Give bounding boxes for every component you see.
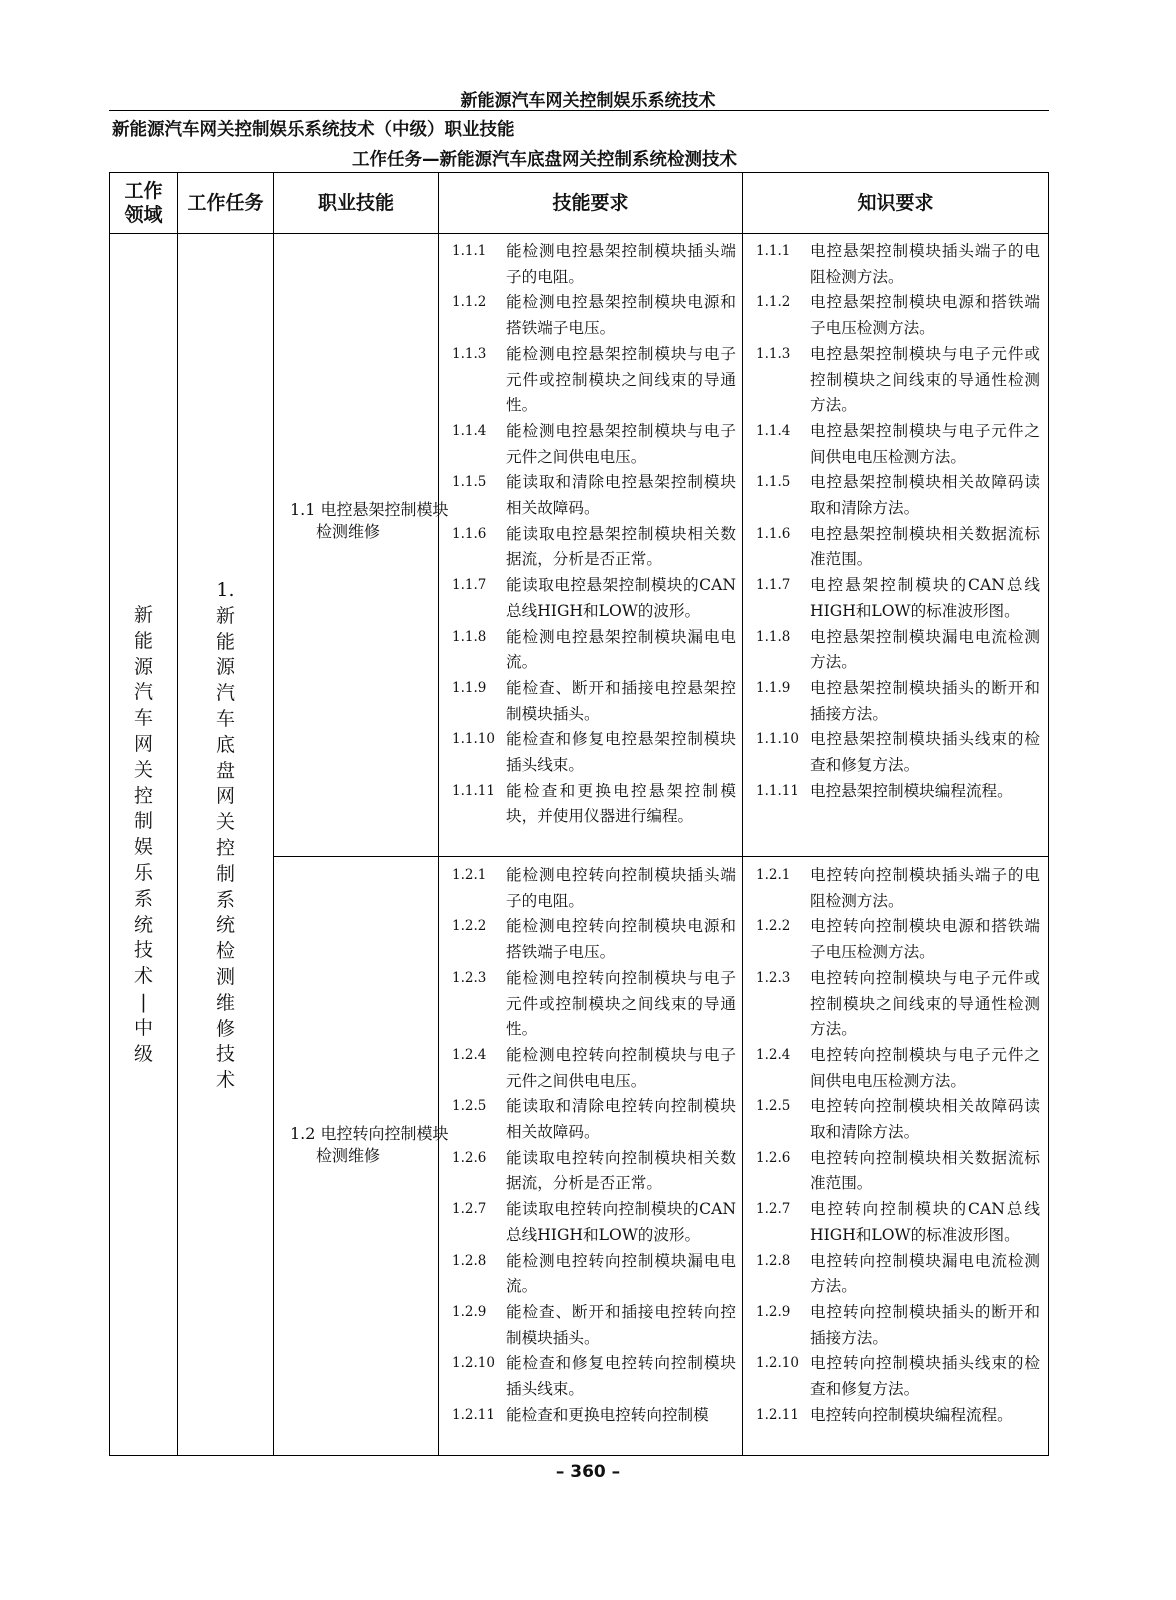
knowledge-requirement-number: 1.2.9 [756,1303,791,1320]
vertical-char: 技 [215,1043,235,1066]
vertical-char: 新 [215,604,235,627]
header-rule [109,110,1049,111]
vertical-char: 乐 [133,861,153,884]
vertical-char: 关 [133,758,153,781]
knowledge-requirement-item [756,1300,1040,1351]
knowledge-requirement-text: 电控悬架控制模块与电子元件或控制模块之间线束的导通性检测方法。 [810,344,1040,415]
skill-requirement-number: 1.1.11 [452,782,495,799]
vertical-char: 娱 [133,836,153,859]
knowledge-requirement-text: 电控悬架控制模块相关故障码读取和清除方法。 [810,473,1040,518]
knowledge-requirement-item [756,1146,1040,1197]
knowledge-requirements-list-1-2 [756,863,1040,1428]
knowledge-requirement-number: 1.2.7 [756,1201,791,1218]
header-row-divider [110,233,1048,234]
knowledge-requirement-text: 电控转向控制模块漏电电流检测方法。 [810,1251,1040,1296]
header-skill-requirements: 技能要求 [552,192,629,214]
vertical-char: 系 [133,887,153,910]
skill-requirement-item [452,863,736,914]
knowledge-requirement-number: 1.1.6 [756,525,791,542]
skill-requirement-item [452,676,736,727]
skill-requirement-item [452,1300,736,1351]
vertical-char: 控 [133,784,153,807]
skill-requirement-text: 能检测电控悬架控制模块漏电电流。 [506,627,736,672]
skill-requirement-item [452,470,736,521]
knowledge-requirement-number: 1.2.11 [756,1406,799,1423]
skill-requirement-number: 1.2.3 [452,969,487,986]
skill-requirement-item [452,419,736,470]
skill-requirement-text: 能检查和修复电控转向控制模块插头线束。 [506,1354,736,1399]
skill-requirement-text: 能读取电控悬架控制模块的CAN总线HIGH和LOW的波形。 [506,576,736,620]
knowledge-requirement-item [756,966,1040,1043]
vertical-char: 制 [133,810,153,833]
vertical-char: 控 [215,836,235,859]
knowledge-requirement-item [756,727,1040,778]
knowledge-requirement-number: 1.1.11 [756,782,799,799]
group-row-divider [273,856,1048,857]
skill-requirement-text: 能检测电控转向控制模块插头端子的电阻。 [506,866,736,910]
skill-requirement-number: 1.2.5 [452,1098,487,1115]
competency-table [109,172,1049,1456]
knowledge-requirement-number: 1.1.2 [756,294,791,311]
skill-requirement-number: 1.1.4 [452,422,487,439]
skill-requirement-item [452,342,736,419]
page-number: – 360 – [555,1462,621,1482]
skill-requirement-text: 能读取和清除电控转向控制模块相关故障码。 [506,1097,736,1142]
vertical-char: 级 [133,1042,153,1065]
work-task-cell [178,578,273,1094]
vertical-char: 源 [215,656,235,679]
skill-requirement-number: 1.2.2 [452,918,487,935]
skill-requirement-item [452,625,736,676]
skill-requirement-item [452,914,736,965]
skill-requirement-item [452,239,736,290]
skill-requirement-number: 1.2.6 [452,1149,487,1166]
vertical-char: 维 [215,991,235,1014]
knowledge-requirement-item [756,676,1040,727]
knowledge-requirement-item [756,470,1040,521]
skill-requirement-text: 能检测电控转向控制模块与电子元件之间供电电压。 [506,1045,736,1090]
knowledge-requirement-text: 电控转向控制模块插头的断开和插接方法。 [810,1302,1040,1347]
knowledge-requirement-number: 1.2.6 [756,1149,791,1166]
skill-cell-1-2: 1.2 电控转向控制模块检测维修 [290,1124,449,1165]
knowledge-requirement-number: 1.2.3 [756,969,791,986]
knowledge-requirement-item [756,863,1040,914]
skill-requirement-number: 1.1.9 [452,679,487,696]
knowledge-requirement-text: 电控悬架控制模块的CAN总线HIGH和LOW的标准波形图。 [810,576,1040,620]
skill-requirement-number: 1.1.1 [452,243,487,259]
knowledge-requirement-number: 1.1.3 [756,345,791,362]
knowledge-requirement-number: 1.1.4 [756,422,791,439]
vertical-char: 关 [215,811,235,834]
skill-requirement-item [452,1146,736,1197]
knowledge-requirement-text: 电控转向控制模块的CAN总线HIGH和LOW的标准波形图。 [810,1200,1040,1244]
skill-requirement-number: 1.2.11 [452,1406,495,1423]
knowledge-requirement-text: 电控悬架控制模块插头线束的检查和修复方法。 [810,730,1040,775]
vertical-char: 盘 [215,759,235,782]
vertical-char: 统 [133,913,153,936]
knowledge-requirements-list-1-1 [756,239,1040,804]
header-skill: 职业技能 [317,192,394,214]
vertical-char: 车 [133,707,153,730]
table-title: 工作任务—新能源汽车底盘网关控制系统检测技术 [352,150,737,170]
skill-requirement-text: 能检测电控转向控制模块漏电电流。 [506,1251,736,1296]
skill-requirements-list-1-1 [452,239,736,830]
skill-requirement-item [452,1249,736,1300]
knowledge-requirement-text: 电控转向控制模块插头端子的电阻检测方法。 [810,866,1040,910]
knowledge-requirement-text: 电控转向控制模块与电子元件之间供电电压检测方法。 [810,1045,1040,1090]
knowledge-requirement-item [756,1403,1040,1429]
skill-cell-1-1: 1.1 电控悬架控制模块检测维修 [290,500,449,541]
column-divider [273,173,274,1455]
knowledge-requirement-text: 电控悬架控制模块电源和搭铁端子电压检测方法。 [810,293,1040,338]
skill-requirement-text: 能读取和清除电控悬架控制模块相关故障码。 [506,473,736,518]
vertical-char: 底 [215,733,235,756]
skill-requirement-text: 能检测电控悬架控制模块电源和搭铁端子电压。 [506,293,736,338]
skill-requirement-text: 能检查、断开和插接电控悬架控制模块插头。 [506,678,736,723]
skill-requirement-number: 1.2.8 [452,1252,487,1269]
header-knowledge-requirements: 知识要求 [857,192,934,214]
header-work-task: 工作任务 [187,192,264,214]
column-divider [742,173,743,1455]
skill-requirement-number: 1.1.3 [452,345,487,362]
knowledge-requirement-text: 电控悬架控制模块相关数据流标准范围。 [810,524,1040,569]
skill-requirement-number: 1.1.7 [452,577,487,594]
vertical-char: 统 [215,914,235,937]
skill-requirement-text: 能检测电控转向控制模块与电子元件或控制模块之间线束的导通性。 [506,968,736,1039]
skill-requirement-item [452,1351,736,1402]
running-header: 新能源汽车网关控制娱乐系统技术 [460,91,716,111]
vertical-char: 中 [133,1016,153,1039]
knowledge-requirement-item [756,1094,1040,1145]
vertical-char: 术 [133,965,153,988]
vertical-char: 汽 [133,681,153,704]
knowledge-requirement-text: 电控悬架控制模块编程流程。 [810,781,1013,800]
skill-requirement-item [452,290,736,341]
skill-requirement-number: 1.2.9 [452,1303,487,1320]
skill-requirement-item [452,727,736,778]
skill-requirements-list-1-2 [452,863,736,1428]
vertical-char: 汽 [215,682,235,705]
skill-requirement-text: 能检测电控转向控制模块电源和搭铁端子电压。 [506,917,736,962]
vertical-char: 能 [215,630,235,653]
skill-requirement-number: 1.1.10 [452,731,495,748]
skill-requirement-text: 能读取电控转向控制模块的CAN总线HIGH和LOW的波形。 [506,1200,736,1244]
column-divider [438,173,439,1455]
skill-requirement-text: 能检测电控悬架控制模块与电子元件或控制模块之间线束的导通性。 [506,344,736,415]
skill-requirement-item [452,1094,736,1145]
skill-requirement-text: 能检查、断开和插接电控转向控制模块插头。 [506,1302,736,1347]
vertical-char: 网 [133,732,153,755]
knowledge-requirement-text: 电控转向控制模块编程流程。 [810,1405,1013,1424]
knowledge-requirement-item [756,1249,1040,1300]
knowledge-requirement-item [756,625,1040,676]
knowledge-requirement-item [756,573,1040,624]
skill-requirement-item [452,1043,736,1094]
knowledge-requirement-item [756,1197,1040,1248]
skill-requirement-text: 能读取电控悬架控制模块相关数据流，分析是否正常。 [506,524,736,569]
knowledge-requirement-text: 电控悬架控制模块插头端子的电阻检测方法。 [810,242,1040,286]
knowledge-requirement-text: 电控转向控制模块相关故障码读取和清除方法。 [810,1097,1040,1142]
knowledge-requirement-number: 1.2.8 [756,1252,791,1269]
knowledge-requirement-number: 1.2.1 [756,867,791,883]
knowledge-requirement-item [756,1351,1040,1402]
vertical-char: 系 [215,888,235,911]
skill-requirement-item [452,966,736,1043]
skill-requirement-number: 1.2.10 [452,1355,495,1372]
skill-requirement-number: 1.1.8 [452,628,487,645]
vertical-char: 新 [133,604,153,626]
skill-requirement-number: 1.1.2 [452,294,487,311]
knowledge-requirement-number: 1.1.5 [756,474,791,491]
skill-requirement-text: 能检查和更换电控转向控制模 [506,1405,709,1424]
skill-requirement-text: 能检查和更换电控悬架控制模块，并使用仪器进行编程。 [506,781,736,826]
skill-requirement-item [452,1403,736,1429]
knowledge-requirement-item [756,290,1040,341]
header-work-domain: 工作领域 [124,180,163,226]
knowledge-requirement-text: 电控悬架控制模块插头的断开和插接方法。 [810,678,1040,723]
vertical-char: 源 [133,655,153,678]
vertical-char: 制 [215,862,235,885]
skill-requirement-number: 1.1.5 [452,474,487,491]
vertical-char: 能 [133,629,153,652]
knowledge-requirement-number: 1.2.5 [756,1098,791,1115]
skill-requirement-number: 1.2.7 [452,1201,487,1218]
skill-requirement-number: 1.2.1 [452,867,487,883]
vertical-char: 测 [215,965,235,988]
knowledge-requirement-text: 电控转向控制模块与电子元件或控制模块之间线束的导通性检测方法。 [810,968,1040,1039]
skill-requirement-number: 1.2.4 [452,1046,487,1063]
knowledge-requirement-item [756,1043,1040,1094]
skill-requirement-item [452,779,736,830]
knowledge-requirement-number: 1.2.10 [756,1355,799,1372]
skill-requirement-text: 能检测电控悬架控制模块与电子元件之间供电电压。 [506,421,736,466]
skill-requirement-item [452,1197,736,1248]
knowledge-requirement-text: 电控悬架控制模块漏电电流检测方法。 [810,627,1040,672]
knowledge-requirement-item [756,239,1040,290]
knowledge-requirement-number: 1.1.8 [756,628,791,645]
skill-requirement-item [452,522,736,573]
knowledge-requirement-number: 1.2.4 [756,1046,791,1063]
knowledge-requirement-item [756,779,1040,805]
knowledge-requirement-number: 1.1.9 [756,679,791,696]
work-domain-cell [110,603,177,1067]
skill-requirement-text: 能检测电控悬架控制模块插头端子的电阻。 [506,242,736,286]
knowledge-requirement-text: 电控转向控制模块相关数据流标准范围。 [810,1148,1040,1193]
knowledge-requirement-text: 电控悬架控制模块与电子元件之间供电电压检测方法。 [810,421,1040,466]
skill-requirement-item [452,573,736,624]
knowledge-requirement-item [756,914,1040,965]
vertical-char: 网 [215,785,235,808]
skill-requirement-text: 能读取电控转向控制模块相关数据流，分析是否正常。 [506,1148,736,1193]
skill-requirement-number: 1.1.6 [452,525,487,542]
knowledge-requirement-number: 1.1.1 [756,243,791,259]
skill-requirement-text: 能检查和修复电控悬架控制模块插头线束。 [506,730,736,775]
vertical-char: | [140,990,147,1013]
vertical-char: 技 [133,939,153,962]
knowledge-requirement-number: 1.2.2 [756,918,791,935]
vertical-char: 术 [215,1069,235,1092]
vertical-char: 修 [215,1017,235,1040]
vertical-char: 1. [216,579,235,601]
vertical-char: 检 [215,940,235,963]
knowledge-requirement-item [756,522,1040,573]
knowledge-requirement-text: 电控转向控制模块插头线束的检查和修复方法。 [810,1354,1040,1399]
vertical-char: 车 [215,707,235,730]
knowledge-requirement-number: 1.1.7 [756,577,791,594]
knowledge-requirement-number: 1.1.10 [756,731,799,748]
knowledge-requirement-item [756,419,1040,470]
section-title: 新能源汽车网关控制娱乐系统技术（中级）职业技能 [112,120,515,140]
knowledge-requirement-text: 电控转向控制模块电源和搭铁端子电压检测方法。 [810,917,1040,962]
knowledge-requirement-item [756,342,1040,419]
